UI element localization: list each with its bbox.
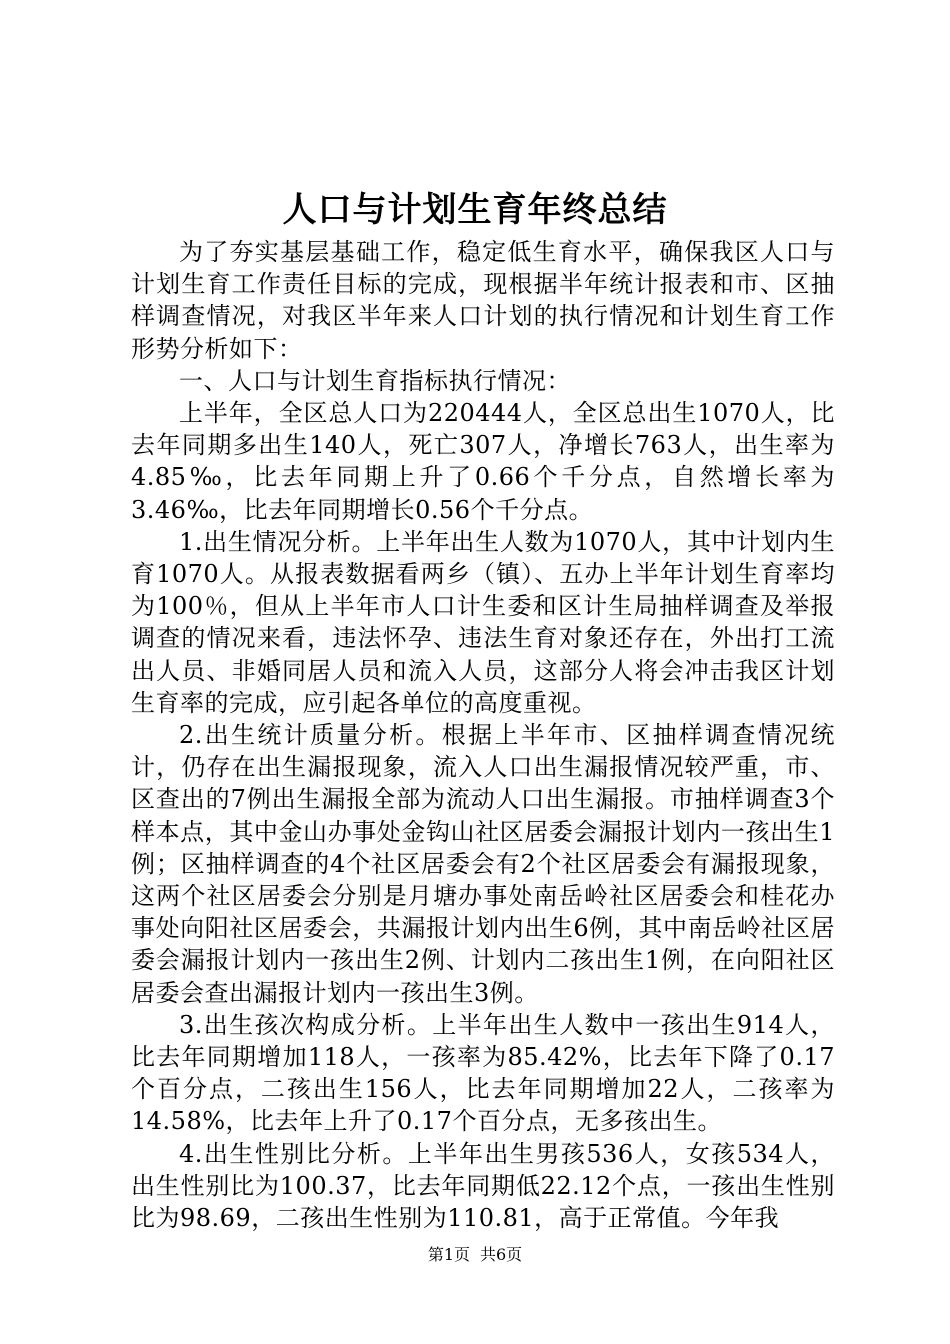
paragraph-intro: 为了夯实基层基础工作，稳定低生育水平，确保我区人口与计划生育工作责任目标的完成，现根据半年统计报表和市、区抽样调查情况，对我区半年来人口计划的执行情况和计划生育工作形势分析如下：	[131, 238, 835, 363]
page-total: 共6页	[480, 1245, 523, 1264]
page-footer	[0, 1244, 950, 1266]
paragraph-sex-ratio: 4.出生性别比分析。上半年出生男孩536人，女孩534人，出生性别比为100.37，比去年同期低22.12个点，一孩出生性别比为98.69，二孩出生性别为110.81，高于正常值。今年我	[131, 1139, 835, 1233]
paragraph-population-summary: 上半年，全区总人口为220444人，全区总出生1070人，比去年同期多出生140人，死亡307人，净增长763人，出生率为4.85‰，比去年同期上升了0.66个千分点，自然增长率为3.46‰，比去年同期增长0.56个千分点。	[131, 399, 835, 524]
page-number: 第1页	[427, 1245, 470, 1264]
document-title: 人口与计划生育年终总结	[282, 190, 668, 230]
paragraph-birth-analysis: 1.出生情况分析。上半年出生人数为1070人，其中计划内生育1070人。从报表数据看两乡（镇）、五办上半年计划生育率均为100％，但从上半年市人口计生委和区计生局抽样调查及举报调查的情况来看，违法怀孕、违法生育对象还存在，外出打工流出人员、非婚同居人员和流入人员，这部分人将会冲击我区计划生育率的完成，应引起各单位的高度重视。	[131, 527, 835, 717]
document-body	[131, 236, 835, 1234]
section-heading-1: 一、人口与计划生育指标执行情况：	[179, 366, 571, 395]
paragraph-statistics-quality: 2.出生统计质量分析。根据上半年市、区抽样调查情况统计，仍存在出生漏报现象，流入人口出生漏报情况较严重，市、区查出的7例出生漏报全部为流动人口出生漏报。市抽样调查3个样本点，其中金山办事处金钩山社区居委会漏报计划内一孩出生1例；区抽样调查的4个社区居委会有2个社区居委会有漏报现象，这两个社区居委会分别是月塘办事处南岳岭社区居委会和桂花办事处向阳社区居委会，共漏报计划内出生6例，其中南岳岭社区居委会漏报计划内一孩出生2例、计划内二孩出生1例，在向阳社区居委会查出漏报计划内一孩出生3例。	[131, 721, 835, 1007]
paragraph-birth-order: 3.出生孩次构成分析。上半年出生人数中一孩出生914人，比去年同期增加118人，一孩率为85.42%，比去年下降了0.17个百分点，二孩出生156人，比去年同期增加22人，二孩率为14.58%，比去年上升了0.17个百分点，无多孩出生。	[131, 1010, 835, 1136]
